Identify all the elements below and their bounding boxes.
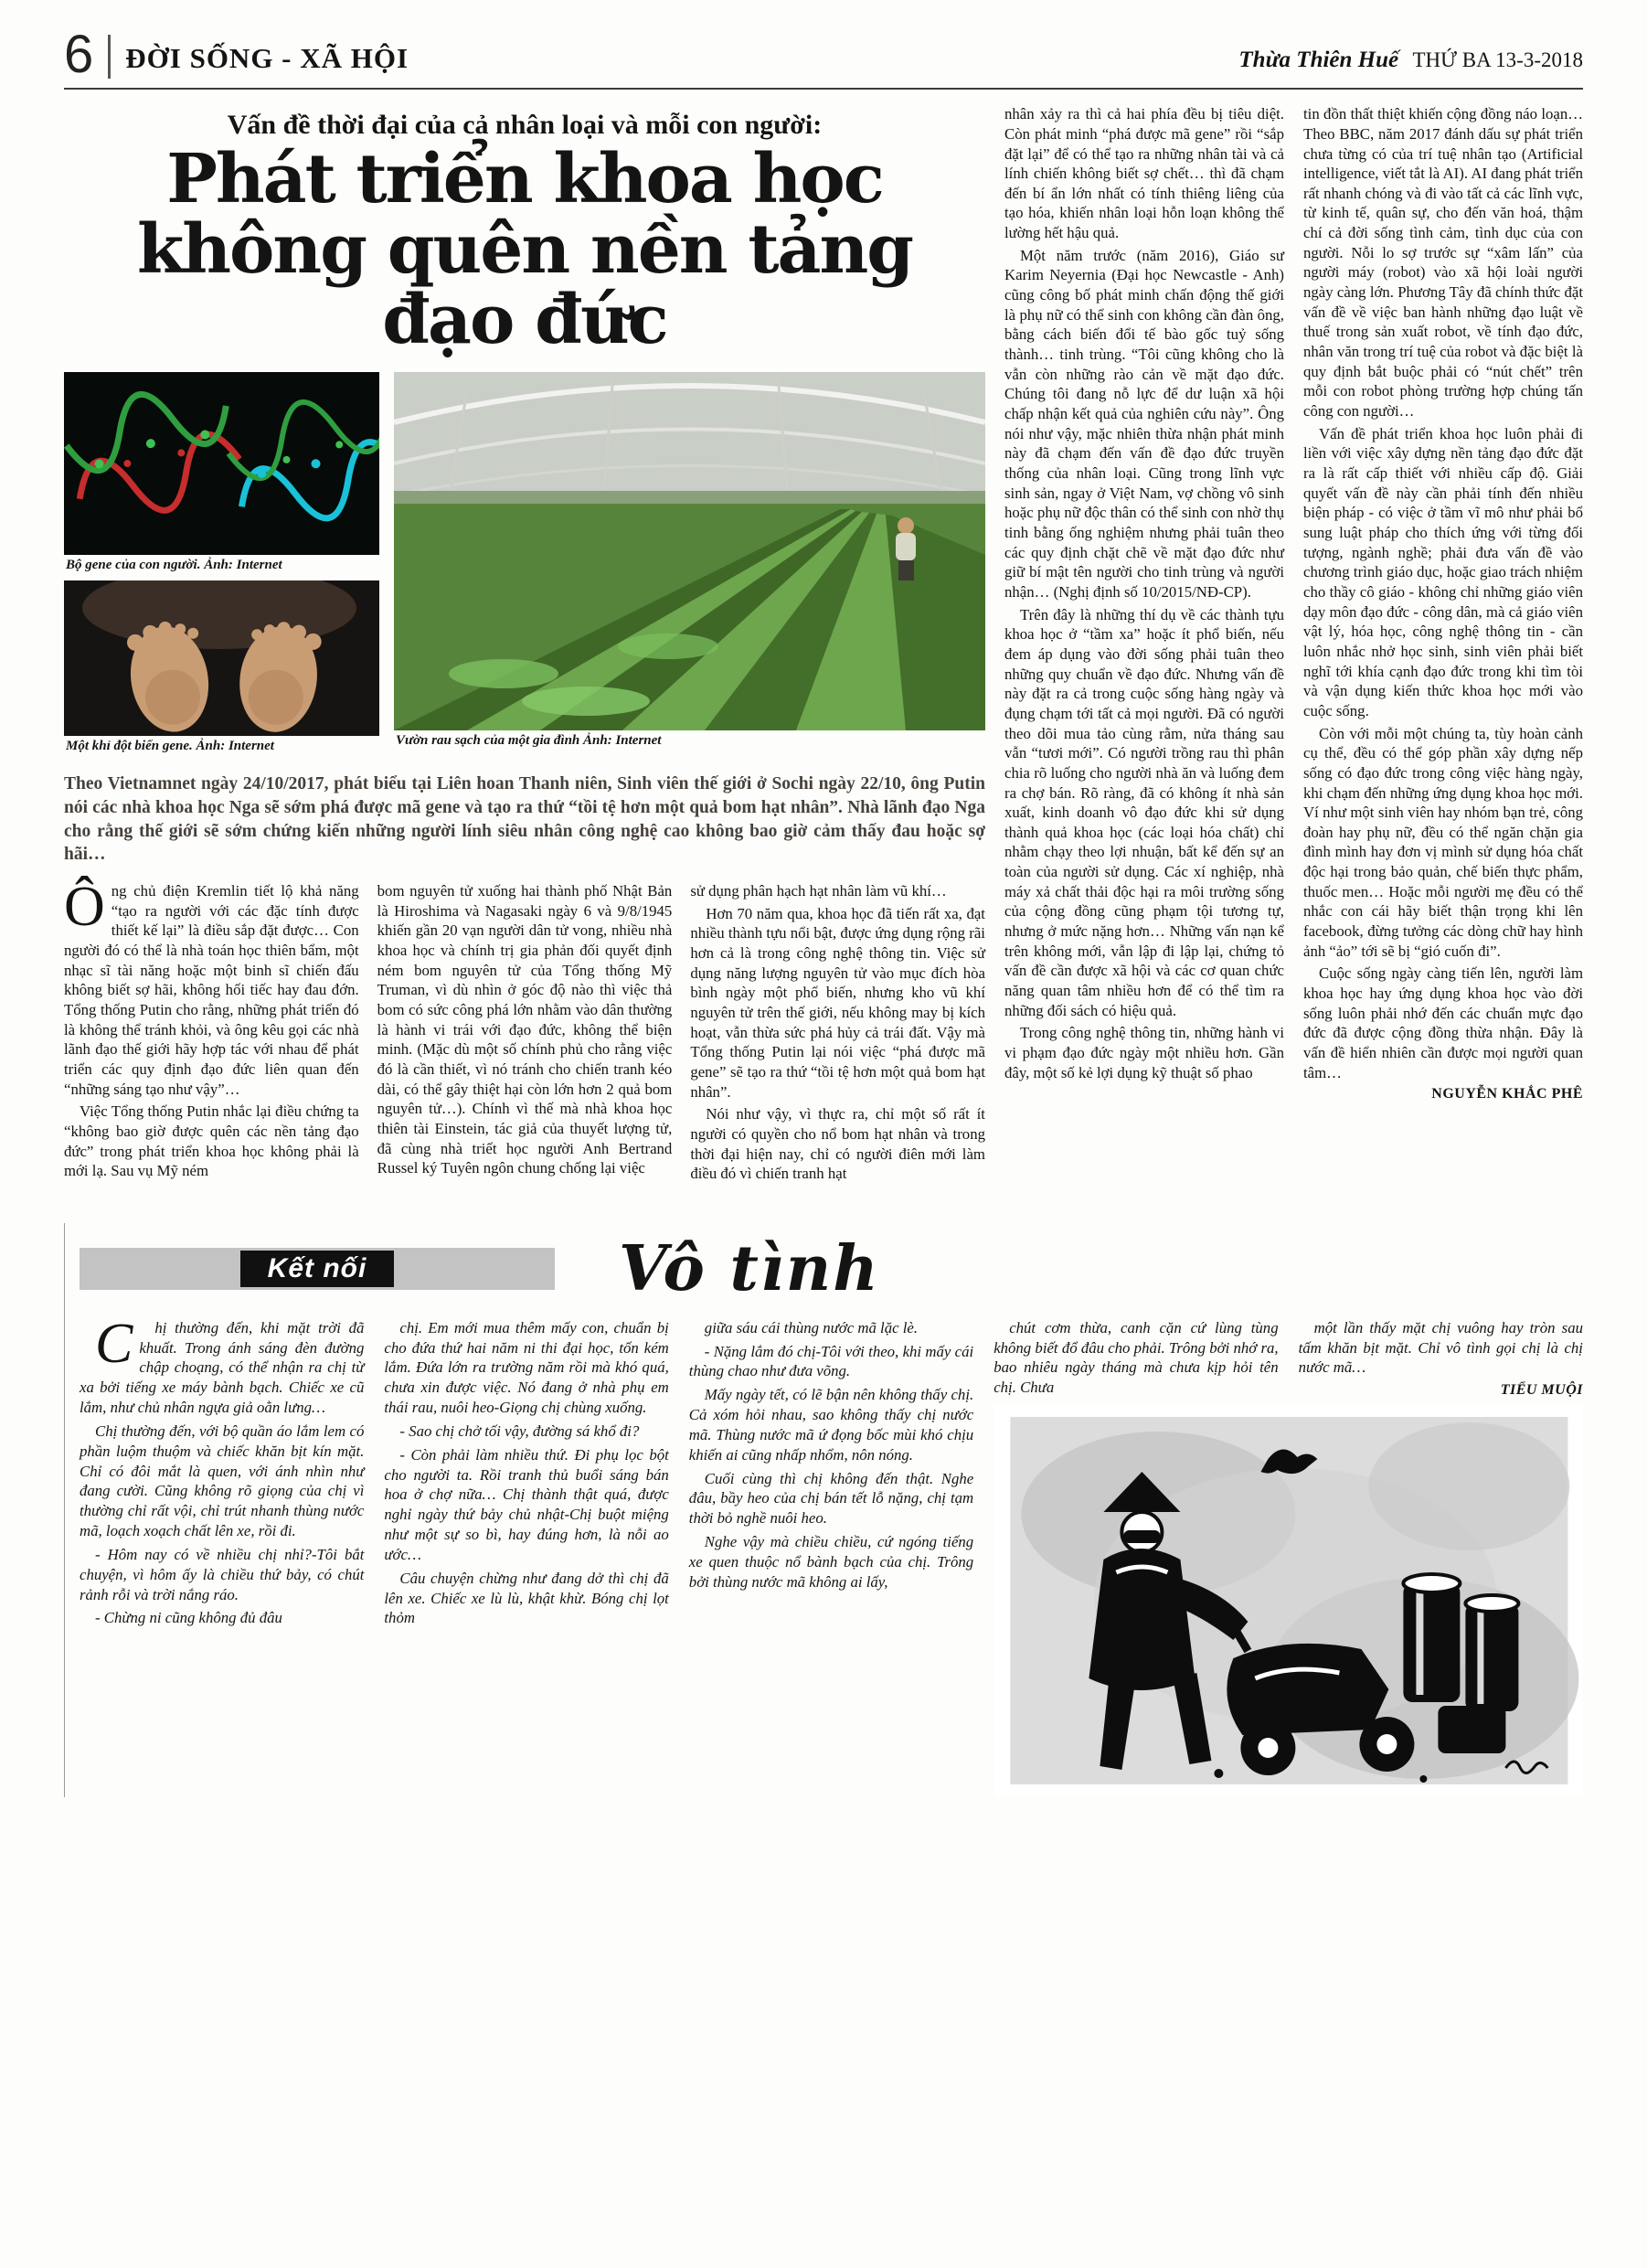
dna-caption: Bộ gene của con người. Ảnh: Internet — [66, 558, 282, 573]
article-columns — [64, 875, 985, 1187]
page-number: 6 — [64, 25, 94, 84]
lead-paragraph: C hị thường đến, khi mặt trời đã khuất. Trong ánh sáng đèn đường chập choạng, có thể nhận ra chị từ xa bởi tiếng xe máy bành bạch. Chiếc xe cũ lắm, như chủ nhân ngựa giả oằn lưng… — [80, 1312, 365, 1417]
feature-illustration — [994, 1404, 1583, 1797]
paragraph: - Còn phải làm nhiều thứ. Đi phụ lọc bột cho người ta. Rồi tranh thủ buổi sáng bán hoa ở chợ nữa… Chị thành thật quá, được nghỉ ngày thứ bảy chủ nhật-Chị buột miệng như một sự so bì, hay đúng hơn, là nỗi ao ước… — [384, 1445, 669, 1563]
paragraph: Trên đây là những thí dụ về các thành tựu khoa học ở “tầm xa” hoặc ít phổ biến, nếu đem áp dụng vào đời sống phải tuân theo những quy chuẩn về đạo đức. Nhưng vấn đề này đặt ra cả trong cuộc sống hàng ngày và đụng chạm tới tất cả mọi người. Đã có người theo dõi mua tảo cùng rằm, nửa tháng sau vẫn “tươi mới”. Có người trồng rau thì phân chia rõ luống cho người nhà ăn và luống đem ra chợ bán. Rõ ràng, đã có không ít nhà sản xuất, kinh doanh vô đạo đức khi sử dụng thành quả khoa học (các loại hóa chất) chỉ nhằm chạy theo lợi nhuận, bất kể đến sự an toàn của người sử dụng. Các xí nghiệp, nhà máy xả chất thải độc hại ra môi trường sống của cộng đồng cũng phạm tội tương tự, nhưng ở mức nặng hơn… Những vấn nạn kể trên không mới, vẫn lập đi lập lại, chứng tỏ vấn đề cần được xã hội và các cơ quan chức năng quan tâm nhiều hơn để có thể tìm ra những đối sách có hiệu quả. — [1004, 605, 1284, 1019]
paragraph: - Sao chị chở tối vậy, đường sá khổ đi? — [399, 1421, 640, 1440]
garden-image — [394, 372, 985, 730]
article-author: NGUYỄN KHẮC PHÊ — [1431, 1086, 1583, 1102]
masthead-logo: Thừa Thiên Huế — [1238, 48, 1399, 73]
dropcap: Ô — [64, 875, 105, 938]
feature-label-bar — [80, 1248, 555, 1290]
paragraph: Vấn đề phát triển khoa học luôn phải đi liền với việc xây dựng nền tảng đạo đức đặt ra là rất cấp thiết với nhiều cấp độ. Giải quyết vấn đề này cần phải tính đến nhiều biện pháp - có việc ở tầm vĩ mô như phải bổ sung luật pháp cho thích ứng với từng đối tượng, ngành nghề; phải đưa vấn đề vào chương trình giáo dục, hoặc giao trách nhiệm cho thầy cô giáo - không chỉ những giáo viên dạy môn đạo đức - công dân, mà cả giáo viên vật lý, hóa học, công nghệ thông tin - cần luôn nhắc nhở học sinh, sinh viên phải biết nghĩ tới khía cạnh đạo đức trong khi tìm tòi và vận dụng kiến thức khoa học mới vào cuộc sống. — [1303, 424, 1583, 719]
gene-mutant-image — [64, 580, 379, 736]
paragraph: Mấy ngày tết, có lẽ bận nên không thấy chị. Cả xóm hỏi nhau, sao không thấy chị nước mã. Thùng nước mã ứ đọng bốc mùi khó chịu khiến ai cũng nhấp nhổm, nôn nóng. — [688, 1386, 974, 1464]
section-title: ĐỜI SỐNG - XÃ HỘI — [125, 42, 409, 75]
paragraph: Một năm trước (năm 2016), Giáo sư Karim Neyernia (Đại học Newcastle - Anh) cũng công bố phát minh chấn động thế giới là phụ nữ có thể sinh con không cần đàn ông, bằng cách biến đổi tế bào gốc tuỷ sống thành… tinh trùng. “Tôi cũng không cho là vẫn còn những rào cản về mặt đạo đức. Chúng tôi đang nỗ lực để dư luận xã hội chấp nhận kết quả của nghiên cứu này”. Ông nói như vậy, mặc nhiên thừa nhận phát minh này đã chạm đến vấn đề đạo đức truyền thống của nhân loại. Cũng trong lĩnh vực sinh sản, ngay ở Việt Nam, vợ chồng vô sinh hoặc phụ nữ độc thân có thể sinh con nhờ thụ tinh bằng ống nghiệm nhưng phải tuân theo các quy định chặt chẽ về mặt đạo đức như giữ bí mật tên người cho tinh trùng và người nhận… (Nghị định số 10/2015/NĐ-CP). — [1004, 246, 1284, 601]
feature-columns — [80, 1312, 1583, 1797]
feature-illustration-wrap — [994, 1404, 1583, 1797]
feature-column-5 — [1299, 1318, 1583, 1404]
garden-caption: Vườn rau sạch của một gia đình Ảnh: Internet — [396, 733, 662, 749]
farmer-figure — [896, 517, 916, 580]
left-image-stack — [64, 372, 379, 761]
lead-paragraph: chị. Em mới mua thêm mấy con, chuẩn bị cho đứa thứ hai năm ni thi đại học, tốn kém lắm. Đứa lớn ra trường năm rồi mà khó quá, chưa xin được việc. Nó đang ở nhà phụ em thái rau, nuôi heo-Giọng chị chùng xuống. — [384, 1318, 669, 1417]
lead-paragraph: bom nguyên tử xuống hai thành phố Nhật Bản là Hiroshima và Nagasaki ngày 6 và 9/8/1945 khiến gần 20 vạn người dân tử vong, nhiều nhà khoa học và chính trị gia phản đối quyết định ném bom nguyên tử của Tổng thống Mỹ Truman, vì dù nhìn ở góc độ nào thì việc thả bom có sức công phá lớn nhằm vào dân thường là hành vi trái với đạo đức, không thể biện minh. (Mặc dù một số chính phủ cho rằng việc đó là cần thiết, vì nó tránh cho chiến tranh kéo dài, có thể gây thiệt hại còn lớn hơn 2 quả bom nguyên tử…). Chính vì thế mà nhà khoa học thiên tài Einstein, tác giả của thuyết lượng tử, đã cùng nhà triết học người Anh Bertrand Russel ký Tuyên ngôn chung chống lại việc — [377, 881, 673, 1177]
paragraph: Việc Tổng thống Putin nhắc lại điều chứng ta “không bao giờ được quên các nền tảng đạo đức” trong phát triển khoa học không phải là mới lạ. Sau vụ Mỹ ném — [64, 1102, 359, 1180]
paragraph: Nói như vậy, vì thực ra, chỉ một số rất ít người có quyền cho nổ bom hạt nhân và trong thời đại hiện nay, chỉ có người điên mới làm điều đó vì chiến tranh hạt — [690, 1105, 985, 1183]
dropcap: C — [95, 1312, 133, 1375]
paragraph: - Chừng ni cũng không đủ đâu — [95, 1609, 282, 1627]
paragraph-list — [1004, 246, 1284, 1083]
feature-header — [80, 1232, 1583, 1305]
page-header — [64, 25, 1583, 90]
paragraph-list — [689, 1342, 973, 1592]
paragraph: - Hôm nay có về nhiều chị nhỉ?-Tôi bắt chuyện, vì hôm ấy là chiều thứ bảy, có chút rảnh rỗi và trời nắng ráo. — [80, 1545, 365, 1603]
feature-section — [64, 1223, 1583, 1797]
paragraph: Cuộc sống ngày càng tiến lên, người làm khoa học hay ứng dụng khoa học vào đời sống luôn phải nhớ đến các chuẩn mực đạo đức đã được cộng đồng thừa nhận. Đây là vấn đề hiển nhiên cần được mọi người quan tâm… — [1303, 964, 1583, 1081]
header-left — [64, 25, 409, 84]
paragraph: Cuối cùng thì chị không đến thật. Nghe đâu, bầy heo của chị bán tết lỗ nặng, chị tạm thời bỏ nghề nuôi heo. — [688, 1469, 974, 1528]
article-column-4 — [1004, 104, 1284, 1187]
headline-line-1: Phát triển khoa học — [166, 140, 883, 219]
header-right — [1238, 48, 1583, 79]
paragraph-list — [64, 1102, 359, 1181]
paragraph: Còn với mỗi một chúng ta, tùy hoàn cảnh cụ thể, đều có thể góp phần xây dựng nếp sống có đạo đức trong công việc hàng ngày, khi chạm đến những ứng dụng khoa học mới. Ví như một sinh viên hay nhóm bạn trẻ, công đoàn hay phụ nữ, đều có thể ngăn chặn gia đình mình hay đơn vị mình sử dụng hóa chất độc hại trong bảo quản, chế biến thực phẩm, thuốc men… Hoặc mỗi người mẹ đều có thể nhắc con cái hãy biết thận trọng khi lên facebook, đừng tưởng các dòng chữ hay hình ảnh “ảo” tới sẽ bị “gió cuốn đi”. — [1303, 724, 1583, 960]
article-lede: Theo Vietnamnet ngày 24/10/2017, phát biểu tại Liên hoan Thanh niên, Sinh viên thế giới ở Sochi ngày 22/10, ông Putin nói các nhà khoa học Nga sẽ sớm phá được mã gene và tạo ra thứ “tồi tệ hơn một quả bom hạt nhân”. Nhà lãnh đạo Nga cho rằng thế giới sẽ sớm chứng kiến những người lính siêu nhân công nghệ cao không bao giờ cảm thấy đau hoặc sợ hãi… — [64, 774, 985, 865]
article-column-5 — [1303, 104, 1583, 1187]
article-column-2 — [377, 881, 673, 1187]
article-kicker: Vấn đề thời đại của cả nhân loại và mỗi con người: — [227, 110, 823, 141]
feature-column-4 — [994, 1318, 1278, 1404]
feature-label: Kết nối — [240, 1251, 395, 1287]
paragraph-list — [80, 1421, 364, 1628]
lead-paragraph: một lần thấy mặt chị vuông hay tròn sau tấm khăn bịt mặt. Chỉ vô tình gọi chị là chị nước mã… — [1298, 1318, 1583, 1377]
main-article — [64, 104, 1583, 1187]
feature-title: Vô tình — [619, 1231, 880, 1305]
paragraph-list — [690, 904, 985, 1184]
header-divider — [108, 35, 111, 79]
lead-paragraph: Ông chủ điện Kremlin tiết lộ khả năng “tạo ra người với các đặc tính được thiết kế lại” là điều sắp đặt được… Con người đó có thể là nhà toán học thiên bẩm, một nhạc sĩ tài năng hoặc một binh sĩ chiến đấu không biết sợ hãi, không hối tiếc hay đau đớn. Tổng thống Putin cho rằng, những phát triển đó là không thể tránh khỏi, và ông kêu gọi các nhà lãnh đạo thế giới hãy hợp tác với nhau để phát triển các quy định đạo đức liên quan đến “những sáng tạo như vậy”… — [64, 875, 359, 1098]
lead-paragraph: giữa sáu cái thùng nước mã lặc lè. — [704, 1318, 919, 1336]
dna-figure — [64, 372, 379, 580]
paragraph: Câu chuyện chừng như đang dở thì chị đã lên xe. Chiếc xe lù lù, khật khừ. Bóng chị lọt thỏm — [384, 1569, 669, 1627]
paragraph: Hơn 70 năm qua, khoa học đã tiến rất xa, đạt nhiều thành tựu nổi bật, được ứng dụng rộng rãi hơn cả là trong công nghệ thông tin. Việc sử dụng năng lượng nguyên tử vào mục đích hòa bình ngày một phổ biến, nhưng kho vũ khí nguyên tử trên thế giới, nếu không may bị kích hoạt, vẫn thừa sức phá hủy cả trái đất. Vậy mà Tổng thống Putin lại nói việc “phá được mã gene” sẽ tạo ra thứ “tồi tệ hơn một quả bom hạt nhân”. — [690, 904, 985, 1101]
paragraph: - Nặng lắm đó chị-Tôi với theo, khi mấy cái thùng chao như đưa võng. — [688, 1342, 974, 1380]
image-zone — [64, 372, 985, 761]
gene-mutant-caption: Một khỉ đột biến gene. Ảnh: Internet — [66, 739, 274, 754]
lead-paragraph: sử dụng phân hạch hạt nhân làm vũ khí… — [690, 881, 947, 900]
paragraph: Chị thường đến, với bộ quần áo lắm lem có phần luộm thuộm và chiếc khăn bịt kín mặt. Chỉ có đôi mắt là quen, với ánh nhìn như đang cười. Cũng không rõ giọng của chị vì thường chỉ rất vội, chỉ trút nhanh thùng nước mã, loạch xoạch chất lên xe, rồi đi. — [80, 1421, 365, 1540]
lead-paragraph: chút cơm thừa, canh cặn cứ lùng tùng không biết đổ đâu cho phải. Trông bởi nhớ ra, bao nhiêu ngày tháng mà chưa kịp hỏi tên chị. Chưa — [994, 1318, 1279, 1397]
feature-author: TIỂU MUỘI — [1500, 1382, 1583, 1399]
feature-column-2 — [384, 1318, 668, 1797]
lead-paragraph: tin đồn thất thiệt khiến cộng đồng náo loạn… Theo BBC, năm 2017 đánh dấu sự phát triển chưa từng có của trí tuệ nhân tạo (Artificial intelligence, viết tắt là AI). AI đang phát triển rất nhanh chóng và đi vào tất cả các lĩnh vực, từ kinh tế, quân sự, cho đến văn hoá, thậm chí cả đời sống tình cảm, tình dục của con người. Nỗi lo sợ trước sự “xâm lấn” của người máy (robot) vào xã hội loài người ngày càng lớn. Phương Tây đã chính thức đặt vấn đề về việc ban hành những đạo luật về thuế trong sản xuất robot, về tính đạo đức, nhân văn trong trí tuệ của robot và đặc biệt là quy định bắt buộc phải có “nút chết” trên mỗi con robot phòng trường hợp chúng tấn công con người… — [1303, 105, 1583, 421]
article-column-1 — [64, 875, 359, 1187]
paragraph-list — [1303, 424, 1583, 1083]
article-headline — [64, 140, 985, 360]
feature-column-1 — [80, 1312, 365, 1797]
garden-figure — [394, 372, 985, 761]
lead-paragraph: nhân xảy ra thì cả hai phía đều bị tiêu diệt. Còn phát minh “phá được mã gene” rồi “sắp đặt lại” để có thể tạo ra những nhân tài và cả lính chiến không biết sợ chết… thì đã chạm đến bí ẩn lớn nhất có tính thiêng liêng của tạo hóa, khiến nhân loại hỗn loạn không thể lường hết hậu quả. — [1004, 105, 1284, 242]
article-column-3 — [690, 881, 985, 1187]
gene-mutant-figure — [64, 580, 379, 761]
issue-date: THỨ BA 13-3-2018 — [1412, 48, 1583, 72]
feature-column-3 — [689, 1318, 973, 1797]
paragraph-list — [384, 1421, 668, 1628]
paragraph: Nghe vậy mà chiều chiều, cứ ngóng tiếng xe quen thuộc nổ bành bạch của chị. Trông bởi thùng nước mã không ai lấy, — [688, 1533, 974, 1591]
headline-line-2: không quên nền tảng đạo đức — [136, 210, 913, 360]
paragraph: Trong công nghệ thông tin, những hành vi vi phạm đạo đức ngày một nhiều hơn. Gần đây, một số kẻ lợi dụng kỹ thuật số phao — [1004, 1024, 1284, 1081]
article-left-zone — [64, 104, 985, 1187]
dna-image — [64, 372, 379, 555]
